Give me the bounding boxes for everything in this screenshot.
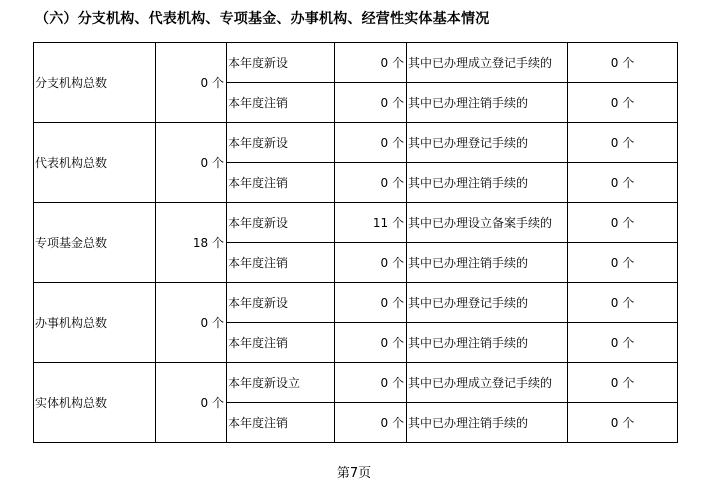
group-total: 18 个 — [156, 203, 227, 283]
group-name: 办事机构总数 — [34, 283, 156, 363]
row-detail: 其中已办理注销手续的 — [407, 83, 568, 123]
row-detail: 其中已办理设立备案手续的 — [407, 203, 568, 243]
row-action: 本年度注销 — [227, 323, 335, 363]
row-detail-count: 0 个 — [568, 363, 678, 403]
row-detail-count: 0 个 — [568, 283, 678, 323]
row-action: 本年度新设 — [227, 203, 335, 243]
row-action: 本年度新设 — [227, 123, 335, 163]
group-name: 代表机构总数 — [34, 123, 156, 203]
page-number: 第7页 — [336, 466, 372, 481]
row-detail: 其中已办理成立登记手续的 — [407, 363, 568, 403]
group-name: 实体机构总数 — [34, 363, 156, 443]
institutions-table — [33, 42, 678, 443]
row-detail: 其中已办理登记手续的 — [407, 123, 568, 163]
row-detail: 其中已办理注销手续的 — [407, 243, 568, 283]
row-detail-count: 0 个 — [568, 83, 678, 123]
row-count: 0 个 — [335, 163, 407, 203]
row-detail: 其中已办理注销手续的 — [407, 163, 568, 203]
group-total: 0 个 — [156, 363, 227, 443]
row-action: 本年度新设 — [227, 43, 335, 83]
table-row — [34, 43, 678, 83]
row-detail: 其中已办理成立登记手续的 — [407, 43, 568, 83]
table-row — [34, 203, 678, 243]
row-detail: 其中已办理登记手续的 — [407, 283, 568, 323]
row-count: 0 个 — [335, 123, 407, 163]
row-count: 11 个 — [335, 203, 407, 243]
row-count: 0 个 — [335, 283, 407, 323]
row-detail-count: 0 个 — [568, 403, 678, 443]
row-detail-count: 0 个 — [568, 43, 678, 83]
row-action: 本年度注销 — [227, 243, 335, 283]
row-detail: 其中已办理注销手续的 — [407, 403, 568, 443]
table-row — [34, 123, 678, 163]
row-count: 0 个 — [335, 403, 407, 443]
row-count: 0 个 — [335, 363, 407, 403]
row-action: 本年度注销 — [227, 83, 335, 123]
row-action: 本年度注销 — [227, 163, 335, 203]
row-count: 0 个 — [335, 83, 407, 123]
row-count: 0 个 — [335, 43, 407, 83]
row-action: 本年度新设 — [227, 283, 335, 323]
table-row — [34, 363, 678, 403]
row-count: 0 个 — [335, 243, 407, 283]
row-detail-count: 0 个 — [568, 323, 678, 363]
row-action: 本年度新设立 — [227, 363, 335, 403]
table-row — [34, 283, 678, 323]
row-detail: 其中已办理注销手续的 — [407, 323, 568, 363]
group-name: 分支机构总数 — [34, 43, 156, 123]
row-detail-count: 0 个 — [568, 123, 678, 163]
row-count: 0 个 — [335, 323, 407, 363]
row-action: 本年度注销 — [227, 403, 335, 443]
row-detail-count: 0 个 — [568, 203, 678, 243]
group-total: 0 个 — [156, 43, 227, 123]
section-title: （六）分支机构、代表机构、专项基金、办事机构、经营性实体基本情况 — [35, 11, 490, 27]
group-total: 0 个 — [156, 283, 227, 363]
group-name: 专项基金总数 — [34, 203, 156, 283]
row-detail-count: 0 个 — [568, 163, 678, 203]
group-total: 0 个 — [156, 123, 227, 203]
row-detail-count: 0 个 — [568, 243, 678, 283]
